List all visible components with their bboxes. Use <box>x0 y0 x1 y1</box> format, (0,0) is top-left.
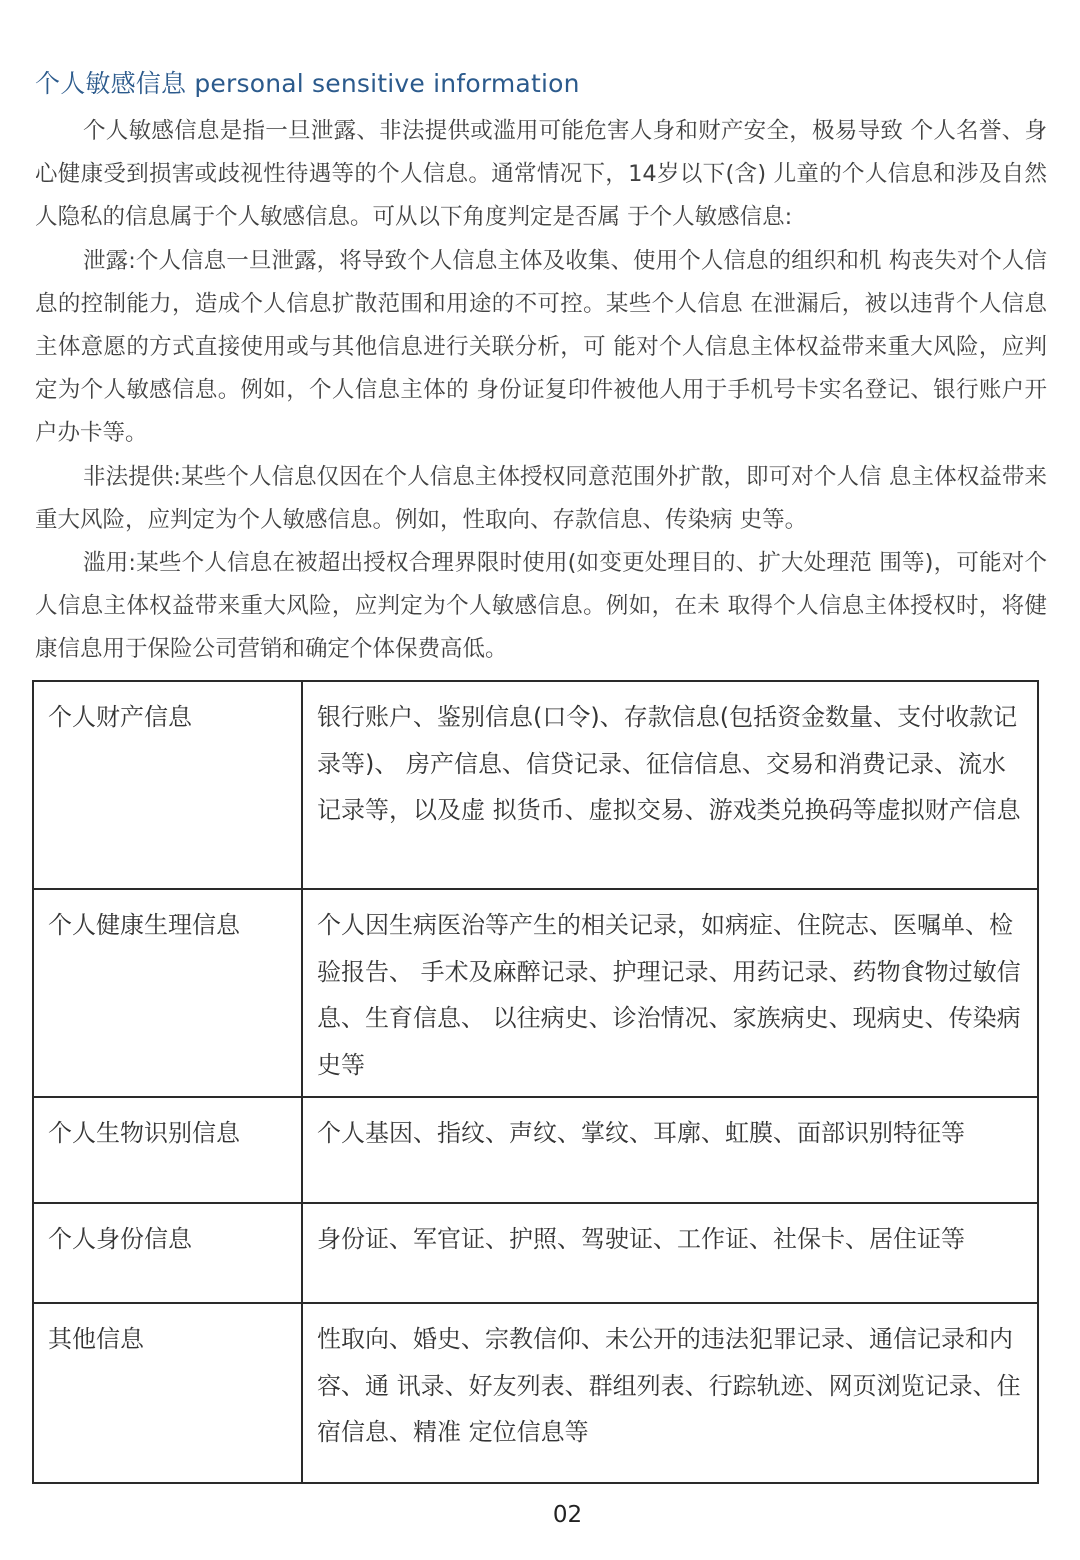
sensitive-info-table <box>32 680 1039 1484</box>
table-row <box>33 1203 1038 1303</box>
paragraph-definition: 个人敏感信息是指一旦泄露、非法提供或滥用可能危害人身和财产安全，极易导致 个人名誉、身心健康受到损害或歧视性待遇等的个人信息。通常情况下，14岁以下(含) 儿童的个人信息和涉及自然人隐私的信息属于个人敏感信息。可从以下角度判定是否属 于个人敏感信息: <box>35 118 1047 231</box>
content-cell: 性取向、婚史、宗教信仰、未公开的违法犯罪记录、通信记录和内容、通 讯录、好友列表、群组列表、行踪轨迹、网页浏览记录、住宿信息、精准 定位信息等 <box>302 1303 1038 1483</box>
category-cell: 个人身份信息 <box>33 1203 302 1303</box>
paragraph-leakage: 泄露:个人信息一旦泄露，将导致个人信息主体及收集、使用个人信息的组织和机 构丧失对个人信息的控制能力，造成个人信息扩散范围和用途的不可控。某些个人信息 在泄漏后，被以违背个人信息主体意愿的方式直接使用或与其他信息进行关联分析，可 能对个人信息主体权益带来重大风险，应判定为个人敏感信息。例如，个人信息主体的 身份证复印件被他人用于手机号卡实名登记、银行账户开户办卡等。 <box>35 247 1047 447</box>
category-cell: 个人健康生理信息 <box>33 889 302 1097</box>
content-cell: 身份证、军官证、护照、驾驶证、工作证、社保卡、居住证等 <box>302 1203 1038 1303</box>
table-row <box>33 889 1038 1097</box>
section-title: 个人敏感信息 personal sensitive information <box>35 69 580 98</box>
table-row <box>33 1303 1038 1483</box>
page-number: 02 <box>552 1502 583 1528</box>
category-cell: 其他信息 <box>33 1303 302 1483</box>
category-cell: 个人财产信息 <box>33 681 302 889</box>
paragraph-illegal-provision: 非法提供:某些个人信息仅因在个人信息主体授权同意范围外扩散，即可对个人信 息主体权益带来重大风险，应判定为个人敏感信息。例如，性取向、存款信息、传染病 史等。 <box>35 463 1047 533</box>
category-cell: 个人生物识别信息 <box>33 1097 302 1203</box>
content-cell: 个人基因、指纹、声纹、掌纹、耳廓、虹膜、面部识别特征等 <box>302 1097 1038 1203</box>
table-row <box>33 681 1038 889</box>
content-cell: 银行账户、鉴别信息(口令)、存款信息(包括资金数量、支付收款记录等)、 房产信息、信贷记录、征信信息、交易和消费记录、流水记录等，以及虚 拟货币、虚拟交易、游戏类兑换码等虚拟财产信息 <box>302 681 1038 889</box>
paragraph-abuse: 滥用:某些个人信息在被超出授权合理界限时使用(如变更处理目的、扩大处理范 围等)，可能对个人信息主体权益带来重大风险，应判定为个人敏感信息。例如，在未 取得个人信息主体授权时，将健康信息用于保险公司营销和确定个体保费高低。 <box>35 550 1047 663</box>
body-text <box>35 110 1047 672</box>
table-row <box>33 1097 1038 1203</box>
content-cell: 个人因生病医治等产生的相关记录，如病症、住院志、医嘱单、检验报告、 手术及麻醉记录、护理记录、用药记录、药物食物过敏信息、生育信息、 以往病史、诊治情况、家族病史、现病史、传染病史等 <box>302 889 1038 1097</box>
